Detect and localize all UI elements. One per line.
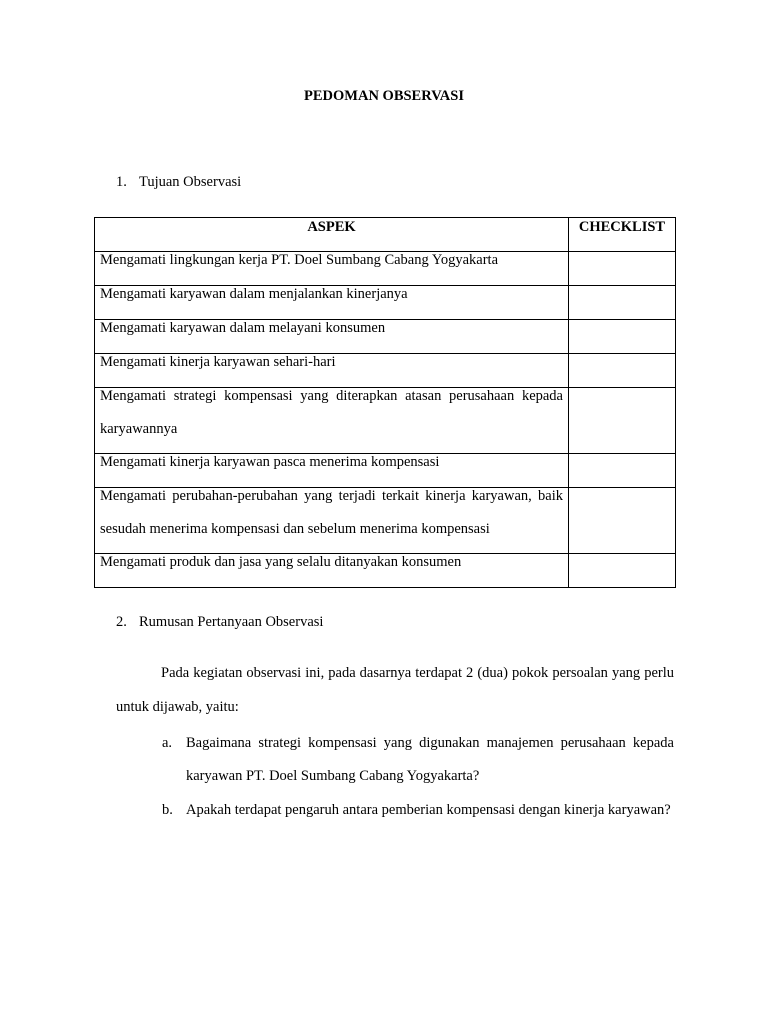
question-text: Apakah terdapat pengaruh antara pemberian kompensasi dengan kinerja karyawan?	[186, 802, 671, 818]
aspect-cell	[95, 488, 569, 554]
checklist-cell[interactable]	[569, 454, 676, 488]
checklist-cell[interactable]	[569, 252, 676, 286]
question-marker: b.	[162, 802, 173, 818]
table-row	[95, 286, 676, 320]
section-2-number: 2.	[116, 614, 127, 630]
header-aspect: ASPEK	[95, 218, 569, 252]
table-row	[95, 488, 676, 554]
table-row	[95, 554, 676, 588]
table-row	[95, 252, 676, 286]
aspect-cell: Mengamati kinerja karyawan pasca menerima kompensasi	[95, 454, 569, 488]
question-list-item	[162, 727, 674, 793]
section-2-heading	[116, 614, 323, 631]
observation-table	[94, 217, 676, 588]
checklist-cell[interactable]	[569, 554, 676, 588]
table-row	[95, 388, 676, 454]
section-1-number: 1.	[116, 174, 127, 190]
question-text: Bagaimana strategi kompensasi yang digunakan manajemen perusahaan kepada karyawan PT. Doel Sumbang Cabang Yogyakarta?	[186, 735, 674, 784]
checklist-cell[interactable]	[569, 354, 676, 388]
section-2-title: Rumusan Pertanyaan Observasi	[139, 614, 324, 630]
section-2-paragraph: Pada kegiatan observasi ini, pada dasarnya terdapat 2 (dua) pokok persoalan yang perlu untuk dijawab, yaitu:	[116, 665, 674, 715]
aspect-text: Mengamati strategi kompensasi yang diterapkan atasan perusahaan kepada karyawannya	[100, 388, 563, 437]
aspect-cell: Mengamati kinerja karyawan sehari-hari	[95, 354, 569, 388]
table-header-row	[95, 218, 676, 252]
table-row	[95, 320, 676, 354]
checklist-cell[interactable]	[569, 488, 676, 554]
question-marker: a.	[162, 735, 173, 751]
aspect-cell	[95, 388, 569, 454]
aspect-cell: Mengamati karyawan dalam menjalankan kinerjanya	[95, 286, 569, 320]
aspect-text: Mengamati perubahan-perubahan yang terjadi terkait kinerja karyawan, baik sesudah menerima kompensasi dan sebelum menerima kompensasi	[100, 488, 563, 537]
aspect-cell: Mengamati produk dan jasa yang selalu ditanyakan konsumen	[95, 554, 569, 588]
header-checklist: CHECKLIST	[569, 218, 676, 252]
document-title: PEDOMAN OBSERVASI	[304, 88, 464, 104]
checklist-cell[interactable]	[569, 286, 676, 320]
aspect-cell: Mengamati lingkungan kerja PT. Doel Sumbang Cabang Yogyakarta	[95, 252, 569, 286]
question-list-item	[162, 794, 674, 827]
aspect-cell: Mengamati karyawan dalam melayani konsumen	[95, 320, 569, 354]
section-1-heading	[116, 174, 241, 191]
checklist-cell[interactable]	[569, 320, 676, 354]
checklist-cell[interactable]	[569, 388, 676, 454]
section-1-title: Tujuan Observasi	[139, 174, 242, 190]
